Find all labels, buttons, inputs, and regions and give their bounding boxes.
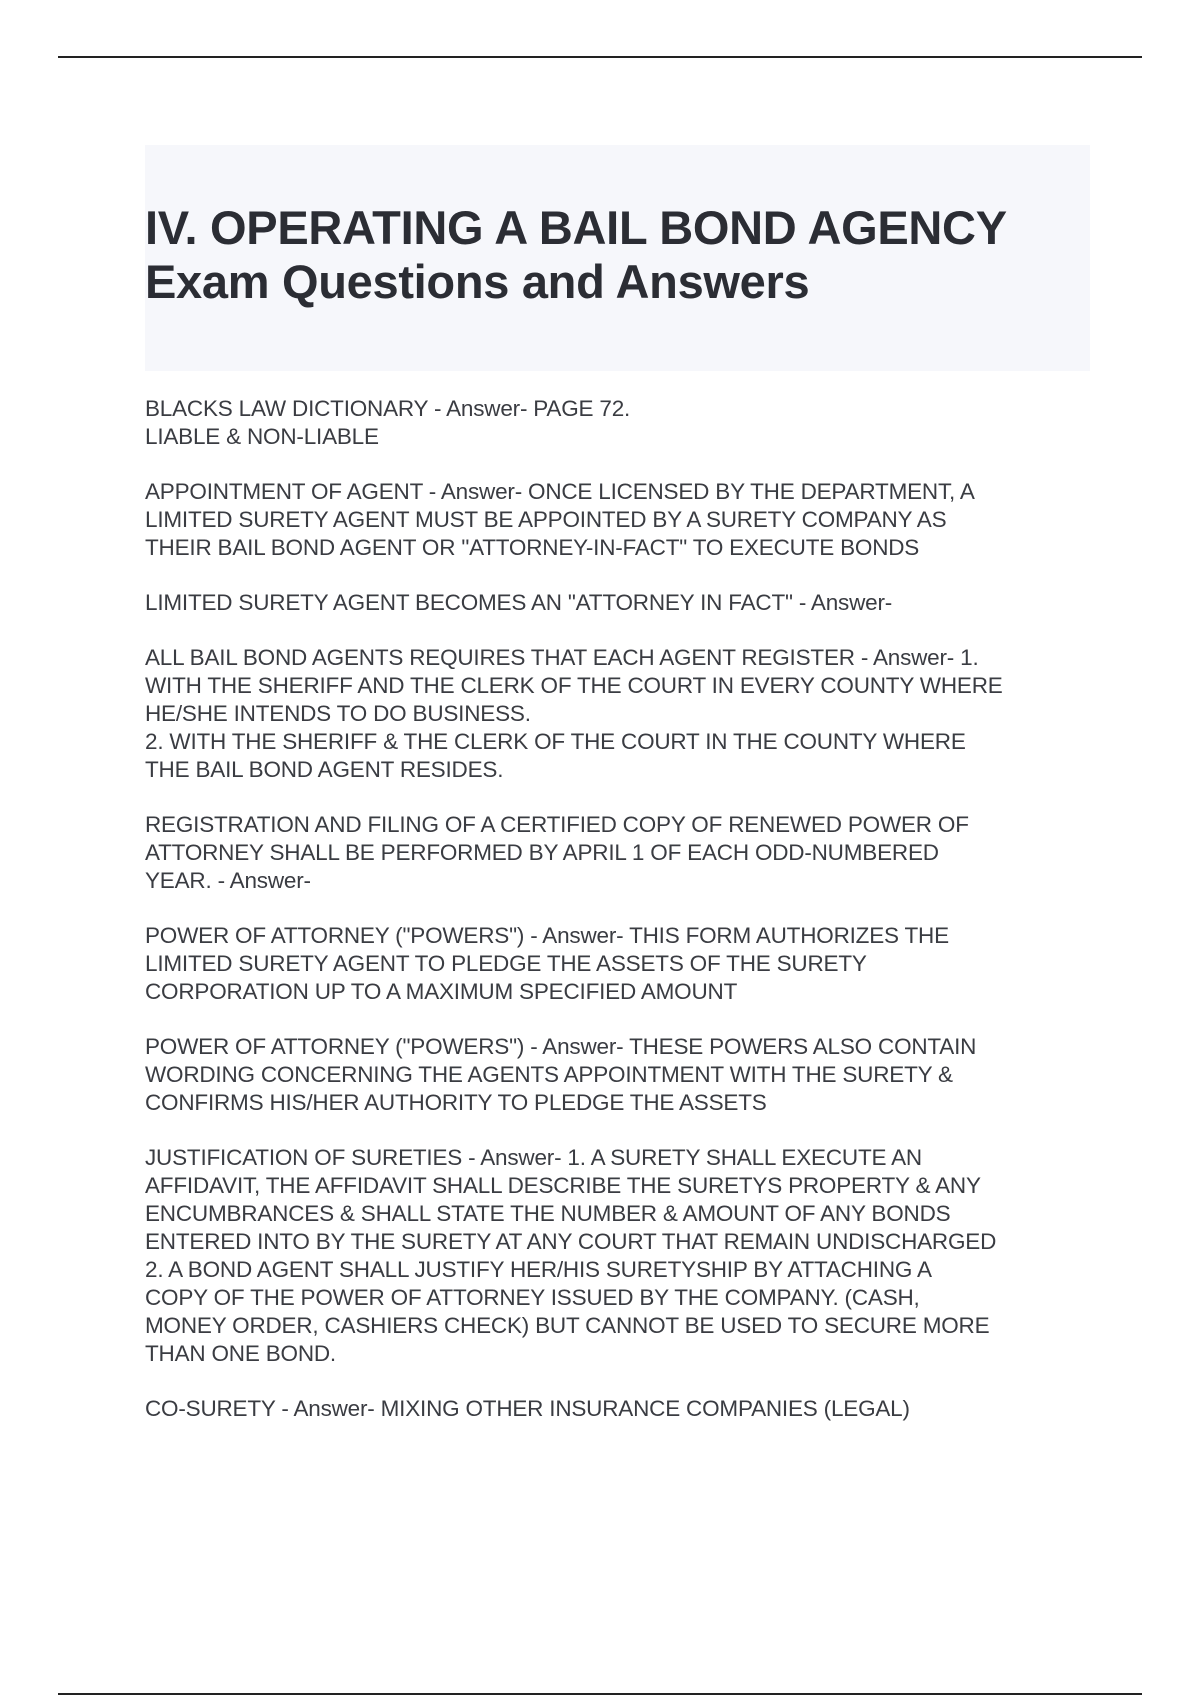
qa-entry-registration-filing: REGISTRATION AND FILING OF A CERTIFIED COPY OF RENEWED POWER OF ATTORNEY SHALL BE PERFORMED BY APRIL 1 OF EACH ODD-NUMBERED YEAR. - Answer- (145, 812, 969, 893)
qa-entry-blacks-law: BLACKS LAW DICTIONARY - Answer- PAGE 72. LIABLE & NON-LIABLE (145, 396, 631, 449)
qa-entry-attorney-in-fact: LIMITED SURETY AGENT BECOMES AN "ATTORNEY IN FACT" - Answer- (145, 590, 893, 615)
title-line-1: IV. OPERATING A BAIL BOND AGENCY (145, 201, 1007, 254)
footer-rule (58, 1693, 1142, 1695)
qa-entry-justification-of-sureties: JUSTIFICATION OF SURETIES - Answer- 1. A SURETY SHALL EXECUTE AN AFFIDAVIT, THE AFFIDAVIT SHALL DESCRIBE THE SURETYS PROPERTY & ANY ENCUMBRANCES & SHALL STATE THE NUMBER & AMOUNT OF ANY BONDS ENTERED INTO BY THE SURETY AT ANY COURT THAT REMAIN UNDISCHARGED 2. A BOND AGENT SHALL JUSTIFY HER/HIS SURETYSHIP BY ATTACHING A COPY OF THE POWER OF ATTORNEY ISSUED BY THE COMPANY. (CASH, MONEY ORDER, CASHIERS CHECK) BUT CANNOT BE USED TO SECURE MORE THAN ONE BOND. (145, 1145, 997, 1366)
qa-entry-co-surety: CO-SURETY - Answer- MIXING OTHER INSURANCE COMPANIES (LEGAL) (145, 1396, 910, 1421)
qa-entry-agent-register: ALL BAIL BOND AGENTS REQUIRES THAT EACH AGENT REGISTER - Answer- 1. WITH THE SHERIFF AND THE CLERK OF THE COURT IN EVERY COUNTY WHERE HE/SHE INTENDS TO DO BUSINESS. 2. WITH THE SHERIFF & THE CLERK OF THE COURT IN THE COUNTY WHERE THE BAIL BOND AGENT RESIDES. (145, 645, 1003, 782)
qa-entry-power-of-attorney-2: POWER OF ATTORNEY ("POWERS") - Answer- THESE POWERS ALSO CONTAIN WORDING CONCERNING THE AGENTS APPOINTMENT WITH THE SURETY & CONFIRMS HIS/HER AUTHORITY TO PLEDGE THE ASSETS (145, 1034, 977, 1115)
header-rule (58, 56, 1142, 58)
title-block (145, 145, 1090, 371)
qa-entry-power-of-attorney-1: POWER OF ATTORNEY ("POWERS") - Answer- THIS FORM AUTHORIZES THE LIMITED SURETY AGENT TO PLEDGE THE ASSETS OF THE SURETY CORPORATION UP TO A MAXIMUM SPECIFIED AMOUNT (145, 923, 949, 1004)
qa-entry-appointment-of-agent: APPOINTMENT OF AGENT - Answer- ONCE LICENSED BY THE DEPARTMENT, A LIMITED SURETY AGENT MUST BE APPOINTED BY A SURETY COMPANY AS THEIR BAIL BOND AGENT OR "ATTORNEY-IN-FACT" TO EXECUTE BONDS (145, 479, 975, 560)
document-title (145, 201, 1090, 309)
document-body (145, 145, 1090, 1450)
qa-list (145, 395, 1090, 1423)
title-line-2: Exam Questions and Answers (145, 255, 810, 308)
